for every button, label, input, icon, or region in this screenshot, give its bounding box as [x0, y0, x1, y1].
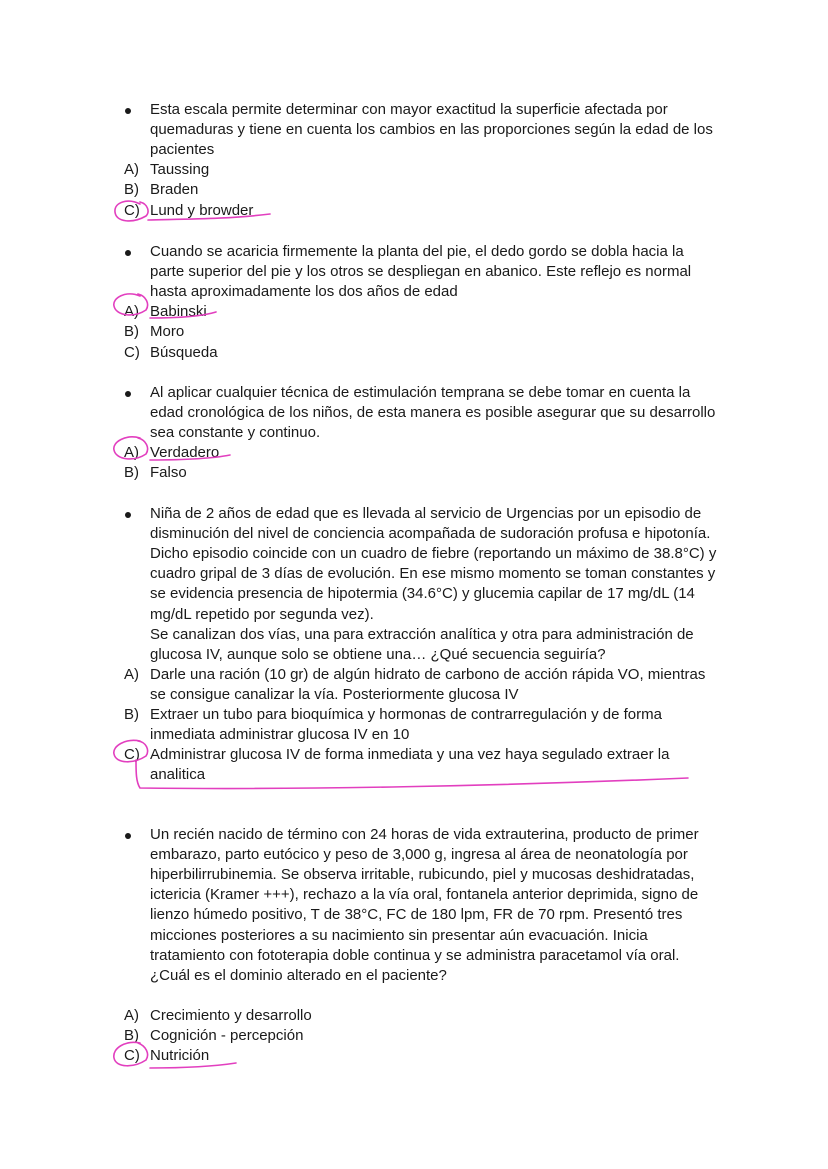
question-text-line: Un recién nacido de término con 24 horas de vida extrauterina, producto de primer: [150, 826, 699, 843]
option-letter: B): [124, 323, 139, 341]
bullet-icon: [125, 108, 131, 114]
option-text-line: Lund y browder: [150, 201, 254, 219]
option-text-line: inmediata administrar glucosa IV en 10: [150, 726, 410, 744]
option-text-line: Nutrición: [150, 1047, 210, 1064]
question-text-line: disminución del nivel de conciencia acompañada de sudoración profusa e hipotonía.: [150, 525, 711, 543]
question-text-line: cuadro gripal de 3 días de evolución. En ese mismo momento se toman constantes y: [150, 565, 716, 583]
question-text-line: Cuando se acaricia firmemente la planta del pie, el dedo gordo se dobla hacia la: [150, 243, 684, 260]
bullet-icon: [125, 833, 131, 839]
question-text-line: hasta aproximadamente los dos años de edad: [150, 283, 458, 301]
question-text-line: edad cronológica de los niños, de esta manera es posible asegurar que su desarrollo: [150, 404, 716, 422]
option-text-line: Búsqueda: [150, 343, 218, 361]
bullet-icon: [125, 391, 131, 397]
option-text-line: Crecimiento y desarrollo: [150, 1006, 312, 1024]
question-text-line: Se canalizan dos vías, una para extracción analítica y otra para administración de: [150, 625, 694, 643]
question-text-line: hiperbilirrubinemia. Se observa irritable, rubicundo, piel y mucosas deshidratadas,: [150, 866, 695, 884]
option-text-line: Moro: [150, 323, 185, 341]
question-text-line: Niña de 2 años de edad que es llevada al servicio de Urgencias por un episodio de: [150, 505, 702, 522]
option-letter: C): [124, 746, 140, 764]
option-text-line: Falso: [150, 464, 187, 482]
question-text-line: tratamiento con fototerapia doble continua y se administra paracetamol vía oral.: [150, 946, 680, 964]
bullet-icon: [125, 250, 131, 256]
option-text-line: Babinski: [150, 303, 207, 321]
question-text-line: Esta escala permite determinar con mayor exactitud la superficie afectada por: [150, 101, 668, 118]
option-letter: B): [124, 1026, 139, 1044]
question-text-line: mg/dL repetido por segunda vez).: [150, 605, 374, 623]
question-text-line: se evidencia presencia de hipotermia (34.6°C) y glucemia capilar de 17 mg/dL (14: [150, 585, 695, 603]
option-letter: C): [124, 201, 140, 219]
question-text-line: quemaduras y tiene en cuenta los cambios en las proporciones según la edad de los: [150, 121, 713, 139]
option-letter: A): [124, 161, 139, 179]
option-text-line: analitica: [150, 766, 206, 784]
question-text-line: Al aplicar cualquier técnica de estimulación temprana se debe tomar en cuenta la: [150, 384, 691, 401]
question-text-line: glucosa IV, aunque solo se obtiene una… ¿Qué secuencia seguiría?: [150, 645, 606, 663]
question-text-line: ictericia (Kramer +++), rechazo a la vía oral, fontanela anterior deprimida, signo de: [150, 886, 699, 904]
option-text-line: Braden: [150, 181, 199, 199]
option-letter: A): [124, 1006, 139, 1024]
question-text-line: micciones posteriores a su nacimiento sin presentar aún evacuación. Inicia: [150, 926, 648, 944]
option-letter: A): [124, 665, 139, 683]
question-text-line: embarazo, parto eutócico y peso de 3,000 g, ingresa al área de neonatología por: [150, 846, 688, 864]
option-letter: A): [124, 444, 139, 462]
question-text-line: parte superior del pie y los otros se despliegan en abanico. Este reflejo es normal: [150, 263, 692, 281]
option-text-line: se consigue canalizar la vía. Posteriormente glucosa IV: [150, 685, 519, 703]
option-text-line: Administrar glucosa IV de forma inmediata y una vez haya segulado extraer la: [150, 746, 670, 764]
option-text-line: Verdadero: [150, 444, 220, 462]
option-text-line: Taussing: [150, 161, 210, 179]
question-text-line: ¿Cuál es el dominio alterado en el paciente?: [150, 966, 447, 984]
option-text-line: Cognición - percepción: [150, 1026, 304, 1044]
option-text-line: Darle una ración (10 gr) de algún hidrato de carbono de acción rápida VO, mientras: [150, 665, 706, 683]
option-letter: B): [124, 464, 139, 482]
option-letter: C): [124, 1047, 140, 1064]
bullet-icon: [125, 512, 131, 518]
question-text-line: sea constante y continuo.: [150, 424, 321, 442]
question-text-line: lienzo húmedo positivo, T de 38°C, FC de 180 lpm, FR de 70 rpm. Presentó tres: [150, 906, 683, 924]
option-letter: A): [124, 303, 139, 321]
question-text-line: Dicho episodio coincide con un cuadro de fiebre (reportando un máximo de 38.8°C) y: [150, 545, 717, 563]
option-text-line: Extraer un tubo para bioquímica y hormonas de contrarregulación y de forma: [150, 706, 662, 723]
option-letter: C): [124, 343, 140, 361]
question-text-line: pacientes: [150, 141, 215, 159]
option-letter: B): [124, 181, 139, 199]
option-letter: B): [124, 706, 139, 723]
